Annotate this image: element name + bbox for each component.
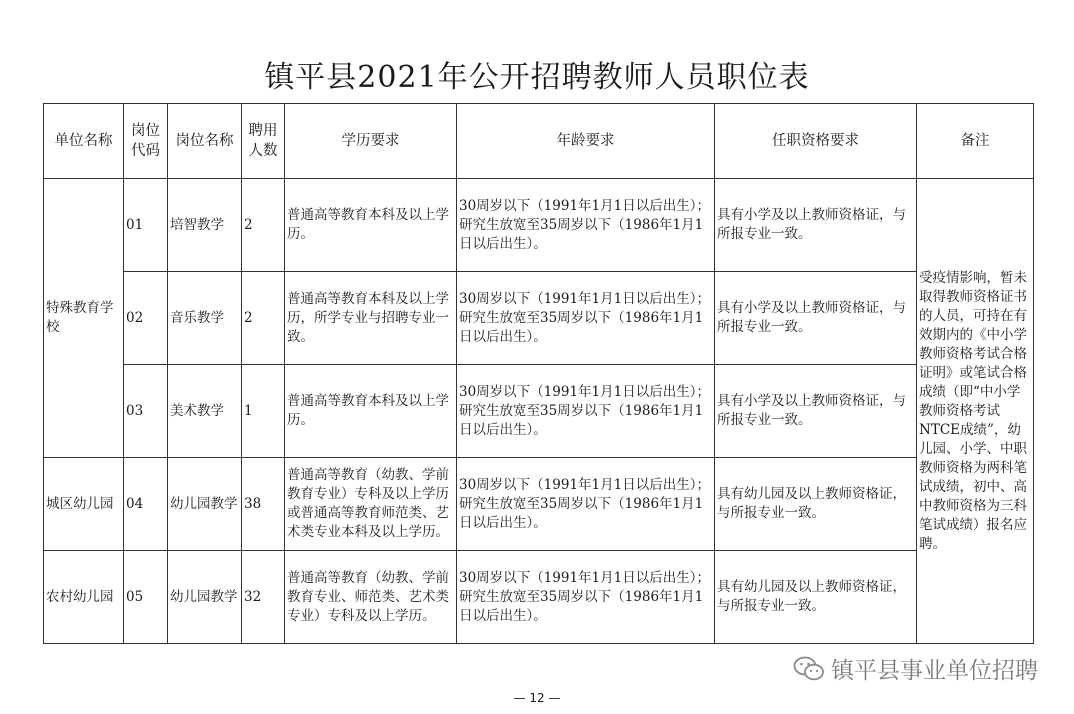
qualification-cell: 具有小学及以上教师资格证，与所报专业一致。	[715, 365, 917, 458]
watermark-text: 镇平县事业单位招聘	[831, 658, 1038, 684]
age-cell: 30周岁以下（1991年1月1日以后出生）；研究生放宽至35周岁以下（1986年1月1日以后出生）。	[457, 272, 715, 365]
age-cell: 30周岁以下（1991年1月1日以后出生）；研究生放宽至35周岁以下（1986年1月1日以后出生）。	[457, 551, 715, 644]
page-number: — 12 —	[513, 691, 561, 705]
age-cell: 30周岁以下（1991年1月1日以后出生）；研究生放宽至35周岁以下（1986年1月1日以后出生）。	[457, 365, 715, 458]
code-cell: 05	[124, 551, 168, 644]
header-unit: 单位名称	[44, 104, 124, 179]
position-cell: 幼儿园教学	[168, 458, 242, 551]
table-row	[44, 179, 1034, 272]
unit-cell: 农村幼儿园	[44, 551, 124, 644]
unit-cell: 特殊教育学校	[44, 179, 124, 458]
position-cell: 音乐教学	[168, 272, 242, 365]
education-cell: 普通高等教育（幼教、学前教育专业）专科及以上学历或普通高等教育师范类、艺术类专业本科及以上学历。	[285, 458, 457, 551]
table-row	[44, 272, 1034, 365]
qualification-cell: 具有幼儿园及以上教师资格证，与所报专业一致。	[715, 551, 917, 644]
table-row	[44, 365, 1034, 458]
position-cell: 幼儿园教学	[168, 551, 242, 644]
count-cell: 1	[242, 365, 285, 458]
qualification-cell: 具有小学及以上教师资格证，与所报专业一致。	[715, 272, 917, 365]
wechat-watermark	[793, 652, 1038, 685]
code-cell: 03	[124, 365, 168, 458]
note-cell: 受疫情影响，暂未取得教师资格证书的人员，可持在有效期内的《中小学教师资格考试合格证明》或笔试合格成绩（即“中小学教师资格考试NTCE成绩”，幼儿园、小学、中职教师资格为两科笔试成绩，初中、高中教师资格为三科笔试成绩）报名应聘。	[917, 179, 1034, 644]
table-row	[44, 458, 1034, 551]
count-cell: 2	[242, 272, 285, 365]
age-cell: 30周岁以下（1991年1月1日以后出生）；研究生放宽至35周岁以下（1986年1月1日以后出生）。	[457, 179, 715, 272]
unit-cell: 城区幼儿园	[44, 458, 124, 551]
header-qualification: 任职资格要求	[715, 104, 917, 179]
qualification-cell: 具有幼儿园及以上教师资格证，与所报专业一致。	[715, 458, 917, 551]
header-age: 年龄要求	[457, 104, 715, 179]
education-cell: 普通高等教育本科及以上学历，所学专业与招聘专业一致。	[285, 272, 457, 365]
header-code: 岗位代码	[124, 104, 168, 179]
code-cell: 04	[124, 458, 168, 551]
page-title: 镇平县2021年公开招聘教师人员职位表	[264, 60, 810, 95]
table-row	[44, 551, 1034, 644]
header-position: 岗位名称	[168, 104, 242, 179]
education-cell: 普通高等教育本科及以上学历。	[285, 365, 457, 458]
wechat-icon	[793, 656, 825, 682]
education-cell: 普通高等教育本科及以上学历。	[285, 179, 457, 272]
position-cell: 美术教学	[168, 365, 242, 458]
code-cell: 02	[124, 272, 168, 365]
education-cell: 普通高等教育（幼教、学前教育专业、师范类、艺术类专业）专科及以上学历。	[285, 551, 457, 644]
age-cell: 30周岁以下（1991年1月1日以后出生）；研究生放宽至35周岁以下（1986年1月1日以后出生）。	[457, 458, 715, 551]
qualification-cell: 具有小学及以上教师资格证，与所报专业一致。	[715, 179, 917, 272]
header-education: 学历要求	[285, 104, 457, 179]
count-cell: 38	[242, 458, 285, 551]
header-note: 备注	[917, 104, 1034, 179]
position-cell: 培智教学	[168, 179, 242, 272]
count-cell: 2	[242, 179, 285, 272]
header-count: 聘用人数	[242, 104, 285, 179]
code-cell: 01	[124, 179, 168, 272]
count-cell: 32	[242, 551, 285, 644]
positions-table	[43, 103, 1034, 644]
table-header-row	[44, 104, 1034, 179]
